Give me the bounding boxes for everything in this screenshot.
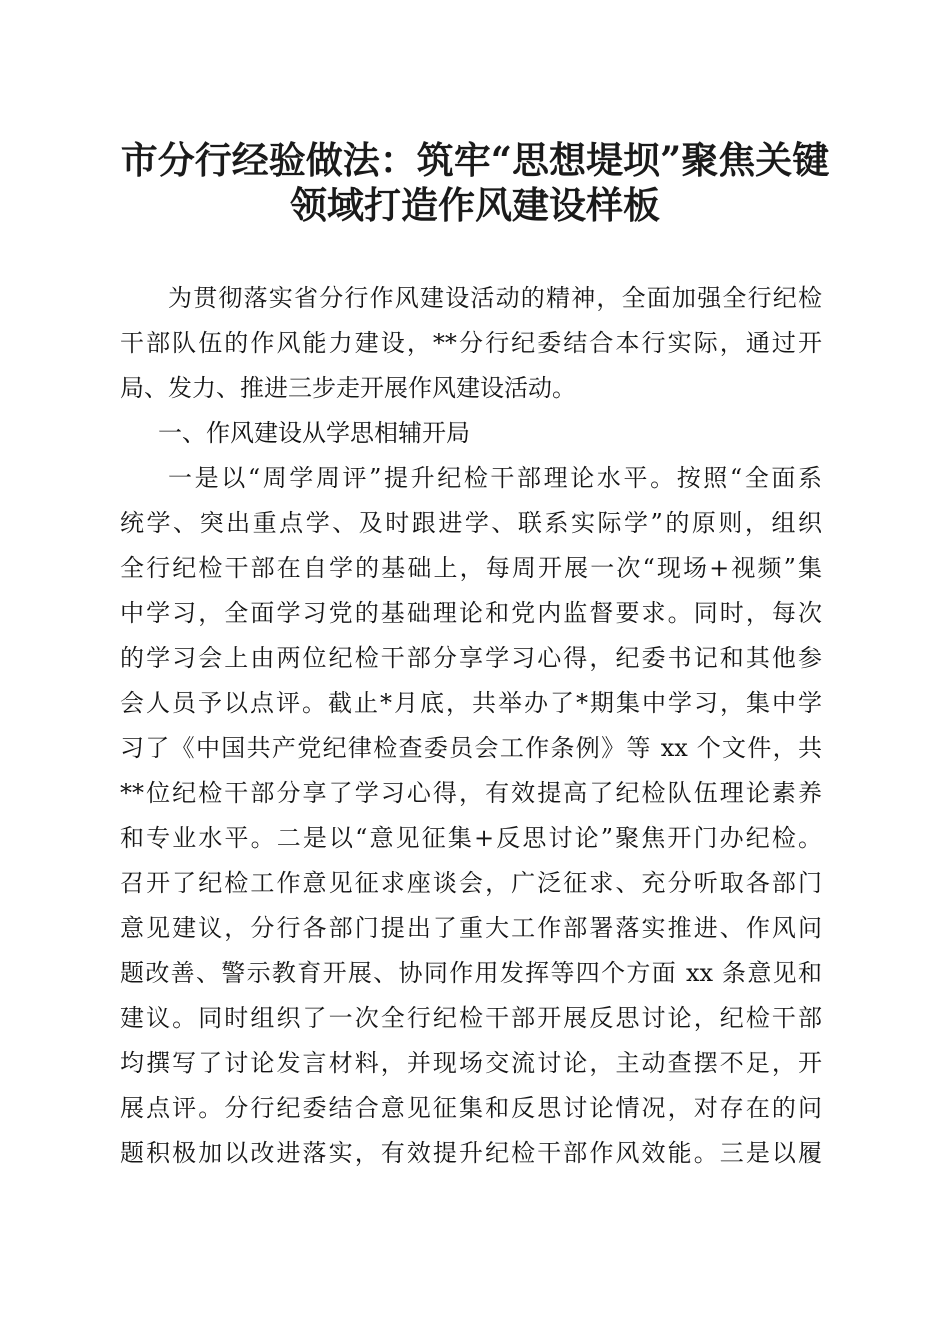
- body-paragraph-line: 意见建议，分行各部门提出了重大工作部署落实推进、作风问: [120, 914, 822, 942]
- document-title-line-1: 市分行经验做法：筑牢“思想堤坝”聚焦关键: [120, 138, 830, 182]
- body-paragraph-line: 建议。同时组织了一次全行纪检干部开展反思讨论，纪检干部: [120, 1004, 822, 1032]
- intro-paragraph-line: 为贯彻落实省分行作风建设活动的精神，全面加强全行纪检: [168, 284, 822, 312]
- body-paragraph-line: 题改善、警示教育开展、协同作用发挥等四个方面 xx 条意见和: [120, 959, 822, 987]
- intro-paragraph-line: 局、发力、推进三步走开展作风建设活动。: [120, 374, 576, 402]
- intro-paragraph-line: 干部队伍的作风能力建设，**分行纪委结合本行实际，通过开: [120, 329, 822, 357]
- body-paragraph-line: 会人员予以点评。截止*月底，共举办了*期集中学习，集中学: [120, 689, 822, 717]
- body-paragraph-line: 题积极加以改进落实，有效提升纪检干部作风效能。三是以履: [120, 1139, 822, 1167]
- body-paragraph-line: 一是以“周学周评”提升纪检干部理论水平。按照“全面系: [168, 464, 822, 492]
- body-paragraph-line: 中学习，全面学习党的基础理论和党内监督要求。同时，每次: [120, 599, 822, 627]
- body-paragraph-line: 的学习会上由两位纪检干部分享学习心得，纪委书记和其他参: [120, 644, 822, 672]
- body-paragraph-line: 和专业水平。二是以“意见征集+反思讨论”聚焦开门办纪检。: [120, 824, 822, 852]
- body-paragraph-line: 展点评。分行纪委结合意见征集和反思讨论情况，对存在的问: [120, 1094, 822, 1122]
- body-paragraph-line: **位纪检干部分享了学习心得，有效提高了纪检队伍理论素养: [120, 779, 822, 807]
- body-paragraph-line: 召开了纪检工作意见征求座谈会，广泛征求、充分听取各部门: [120, 869, 822, 897]
- section-heading: 一、作风建设从学思相辅开局: [158, 419, 470, 447]
- body-paragraph-line: 全行纪检干部在自学的基础上，每周开展一次“现场+视频”集: [120, 554, 822, 582]
- body-paragraph-line: 统学、突出重点学、及时跟进学、联系实际学”的原则，组织: [120, 509, 822, 537]
- body-paragraph-line: 均撰写了讨论发言材料，并现场交流讨论，主动查摆不足，开: [120, 1049, 822, 1077]
- body-paragraph-line: 习了《中国共产党纪律检查委员会工作条例》等 xx 个文件，共: [120, 734, 822, 762]
- document-title-line-2: 领域打造作风建设样板: [290, 183, 660, 227]
